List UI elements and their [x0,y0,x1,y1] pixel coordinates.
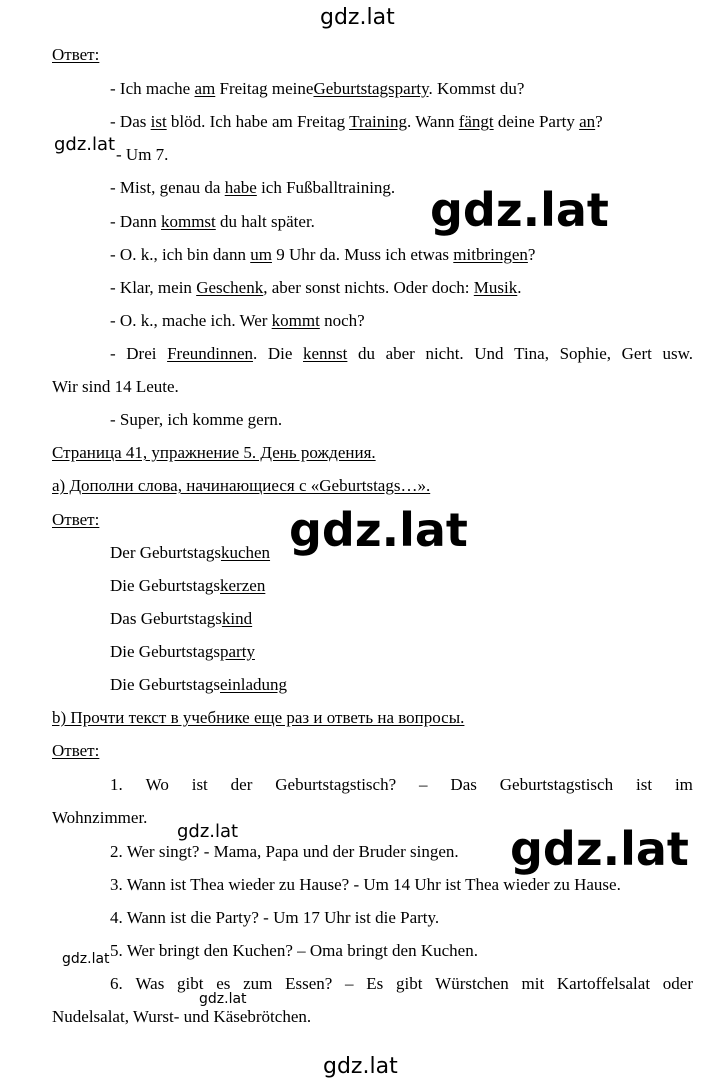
word: Geburtstagstisch? [275,775,397,794]
answer-4: 4. Wann ist die Party? - Um 17 Uhr ist die Party. [110,908,440,927]
word: - [110,344,116,363]
word: Was [135,974,165,993]
word [303,344,347,364]
answer-label-3: Ответ: [52,741,100,760]
word-prefix: Das Geburtstags [110,609,222,628]
watermark-small-bottom: gdz.lat [199,991,247,1007]
word: Es [366,974,384,993]
filled-word: ist [150,112,167,131]
word: – [345,974,354,993]
filled-word: habe [224,178,257,197]
answer-5: 5. Wer bringt den Kuchen? – Oma bringt den Kuchen. [110,941,478,960]
word: Und [474,344,504,363]
text-fragment: . Wann [407,112,459,131]
word-prefix: Die Geburtstags [110,642,221,661]
watermark-big-1: gdz.lat [430,183,609,237]
word: Gert [621,344,652,363]
answer-1-cont: Wohnzimmer. [52,808,148,827]
word: Wo [145,775,169,794]
geburtstags-word [110,576,265,596]
word: usw. [662,344,693,363]
word: es [216,974,231,993]
word: Das [450,775,477,794]
word: im [674,775,693,794]
word-suffix: party [220,642,255,661]
word: nicht. [425,344,464,363]
watermark-big-3: gdz.lat [510,822,689,876]
filled-word: Training [349,112,408,131]
text-fragment: du halt später. [215,212,315,231]
word: Essen? [285,974,333,993]
dialogue-line [110,112,603,132]
word: aber [385,344,415,363]
text-fragment: ? [527,245,536,264]
text-fragment: , aber sonst nichts. Oder doch: [263,278,474,297]
text-fragment: - Ich mache [110,79,195,98]
word-prefix: Die Geburtstags [110,675,221,694]
dialogue-last-line: - Super, ich komme gern. [110,410,283,429]
word: Geburtstagstisch [499,775,614,794]
text-fragment: ? [595,112,603,131]
filled-word: fängt [458,112,494,131]
filled-word: Freundinnen [167,344,254,363]
geburtstags-word [110,675,287,695]
text-fragment: - Mist, genau da [110,178,225,197]
watermark-big-2: gdz.lat [289,503,468,557]
word: – [419,775,428,794]
text-fragment: . Kommst du? [428,79,525,98]
word: Drei [126,344,157,363]
filled-word: um [250,245,272,264]
word-suffix: einladung [220,675,288,694]
dialogue-line [110,178,395,198]
exercise-title: Страница 41, упражнение 5. День рождения. [52,443,376,462]
text-fragment: noch? [319,311,365,330]
word: Würstchen [435,974,509,993]
word-suffix: kuchen [220,543,271,562]
text-fragment: - Dann [110,212,161,231]
filled-word: kennst [303,344,348,363]
dialogue-line [110,278,522,298]
word: 6. [110,974,123,993]
word: 1. [110,775,123,794]
word: Freundinnen. [167,344,258,363]
answer-6 [110,974,693,994]
dialogue-line [110,245,535,265]
text-fragment: ich Fußballtraining. [256,178,396,197]
word: Sophie, [559,344,612,363]
text-fragment: . [517,278,522,297]
filled-word: am [194,79,216,98]
answer-label-1: Ответ: [52,45,100,64]
watermark-left-1: gdz.lat [54,134,116,155]
word: Die [267,344,293,363]
answer-2: 2. Wer singt? - Mama, Papa und der Bruder singen. [110,842,459,861]
answer-6-cont: Nudelsalat, Wurst- und Käsebrötchen. [52,1007,312,1026]
text-fragment: - Das [110,112,151,131]
watermark-top: gdz.lat [320,5,395,30]
word: Tina, [514,344,549,363]
word: ist [191,775,208,794]
text-fragment: Freitag meine [215,79,314,98]
word: du [357,344,375,363]
answer-1 [110,775,693,795]
watermark-left-2: gdz.lat [62,951,110,967]
geburtstags-word [110,609,252,629]
dialogue-line [110,311,365,331]
dialogue-long-line-cont: Wir sind 14 Leute. [52,377,179,396]
filled-word: kommst [160,212,216,231]
answer-3: 3. Wann ist Thea wieder zu Hause? - Um 14 Uhr ist Thea wieder zu Hause. [110,875,621,894]
word: oder [662,974,693,993]
word-suffix: kerzen [220,576,266,595]
filled-word: an [579,112,596,131]
geburtstags-word [110,543,270,563]
text-fragment: - Klar, mein [110,278,197,297]
word-prefix: Der Geburtstags [110,543,221,562]
word-prefix: Die Geburtstags [110,576,221,595]
text-fragment: blöd. Ich habe am Freitag [166,112,350,131]
filled-word: Musik [473,278,518,297]
dialogue-long-line [110,344,693,364]
text-fragment: - Um 7. [116,145,169,164]
dialogue-line [110,212,315,232]
dialogue-line [116,145,168,165]
word: gibt [177,974,204,993]
text-fragment: - O. k., mache ich. Wer [110,311,272,330]
text-fragment: deine Party [493,112,580,131]
filled-word: Geschenk [196,278,264,297]
filled-word: kommt [271,311,320,330]
word: mit [521,974,545,993]
word: ist [635,775,653,794]
word-suffix: kind [221,609,253,628]
filled-word: mitbringen [453,245,528,264]
task-b: b) Прочти текст в учебнике еще раз и ответь на вопросы. [52,708,465,727]
answer-label-2: Ответ: [52,510,100,529]
watermark-bottom: gdz.lat [323,1054,398,1079]
watermark-mid: gdz.lat [177,821,239,842]
word: Kartoffelsalat [556,974,651,993]
word: zum [243,974,273,993]
filled-word: Geburtstagsparty [313,79,429,98]
text-fragment: 9 Uhr da. Muss ich etwas [271,245,454,264]
text-fragment: - O. k., ich bin dann [110,245,251,264]
dialogue-line [110,79,524,99]
word: der [230,775,253,794]
task-a: a) Дополни слова, начинающиеся с «Geburtstags…». [52,476,431,495]
geburtstags-word [110,642,255,662]
word: gibt [395,974,423,993]
